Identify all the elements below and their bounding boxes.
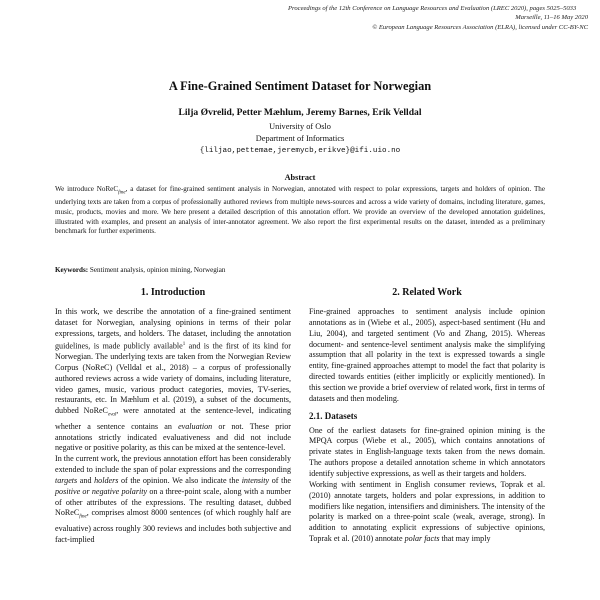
venue-line: Marseille, 11–16 May 2020 (515, 14, 588, 22)
introduction-paragraph-1: In this work, we describe the annotation of a fine-grained sentiment dataset for Norwegian, analysing opinions in terms of their polar expressions, targets, and holders. The dataset, including the annotation guidelines, is made publicly available$^1$ and is the first of its kind for Norwegian. The underlying texts are taken from the Norwegian Review Corpus (NoReC) (Velldal et al., 2018) – a corpus of professionally authored reviews across a wide variety of domains, including literature, video games, music, various product categories, movies, TV-series, restaurants, etc. In Mæhlum et al. (2019), a subset of the documents, dubbed NoReC$_{eval}$, were annotated at the sentence-level, indicating whether a sentence contains an evaluation or not. These prior annotations strictly indicated evaluativeness and did not include negative or positive polarity, as this can be mixed at the sentence-level. (55, 307, 292, 453)
abstract-text: We introduce NoReC$_{fine}$, a dataset for fine-grained sentiment analysis in Norwegian, annotated with respect to polar expressions, targets and holders of opinion. The underlying texts are taken from a corpus of professionally authored reviews from multiple news-sources and across a wide variety of domains, including literature, games, music, products, movies and more. We here present a detailed description of this annotation effort. We provide an overview of the developed annotation guidelines, illustrated with examples, and present an analysis of inter-annotator agreement. We also report the first experimental results on the dataset, intended as a preliminary benchmark for further experiments. (55, 185, 545, 236)
related-work-heading: 2. Related Work (392, 287, 462, 298)
keywords-label: Keywords: (55, 266, 89, 274)
proceedings-line: Proceedings of the 12th Conference on Language Resources and Evaluation (LREC 2020), pages 5025–5033 (288, 5, 577, 12)
left-column (55, 287, 291, 546)
affiliation-department: Department of Informatics (255, 134, 345, 144)
datasets-heading: 2.1. Datasets (309, 410, 358, 421)
keywords-value: Sentiment analysis, opinion mining, Norwegian (88, 266, 226, 274)
datasets-paragraph-2: Working with sentiment in English consumer reviews, Toprak et al. (2010) annotate targets, holders and polar expressions, in addition to modifiers like negation, intensifiers and diminishers. The intensity of the polarity is marked on a three-point scale (weak, average, strong). In addition to annotating explicit expressions of subjective opinions, Toprak et al. (2010) annotate polar facts that may imply (309, 479, 545, 544)
affiliation-block (0, 121, 600, 158)
author-emails: {liljao,pettemae,jeremycb,erikve}@ifi.uio.no (199, 147, 401, 156)
abstract-heading: Abstract (284, 173, 316, 182)
datasets-paragraph-1: One of the earliest datasets for fine-grained opinion mining is the MPQA corpus (Wiebe et al., 2005), which contains annotations of private states in English-language texts taken from the news domain. The authors propose a detailed annotation scheme in which annotators identify subjective expressions, as well as their targets and holders. (309, 425, 545, 478)
author-list: Lilja Øvrelid, Petter Mæhlum, Jeremy Barnes, Erik Velldal (178, 107, 422, 118)
related-work-paragraph: Fine-grained approaches to sentiment analysis include opinion annotations as in (Wiebe et al., 2005), aspect-based sentiment (Hu and Liu, 2004), and targeted sentiment (Vo and Zhang, 2015). Whereas document- and sentence-level sentiment analysis make the simplifying assumption that all polarity in the text is expressed towards a single entity, fine-grained approaches attempt to model the fact that polarity is directed towards entities (either implicitly or explicitly mentioned). In this section we provide a brief overview of related work, first in terms of datasets and then modeling. (309, 307, 545, 403)
paper-title: A Fine-Grained Sentiment Dataset for Norwegian (168, 79, 432, 93)
license-line: © European Language Resources Association (ELRA), licensed under CC-BY-NC (372, 23, 588, 31)
introduction-heading: 1. Introduction (140, 287, 206, 298)
introduction-paragraph-2: In the current work, the previous annotation effort has been considerably extended to include the span of polar expressions and the corresponding targets and holders of the opinion. We also indicate the intensity of the positive or negative polarity on a three-point scale, along with a number of other attributes of the expressions. The resulting dataset, dubbed NoReC$_{fine}$, comprises almost 8000 sentences (of which roughly half are evaluative) across roughly 300 reviews and includes both subjective and fact-implied (55, 454, 291, 544)
proceedings-header (288, 4, 588, 32)
keywords (55, 266, 545, 276)
right-column (309, 287, 545, 545)
affiliation-university: University of Oslo (269, 122, 331, 131)
